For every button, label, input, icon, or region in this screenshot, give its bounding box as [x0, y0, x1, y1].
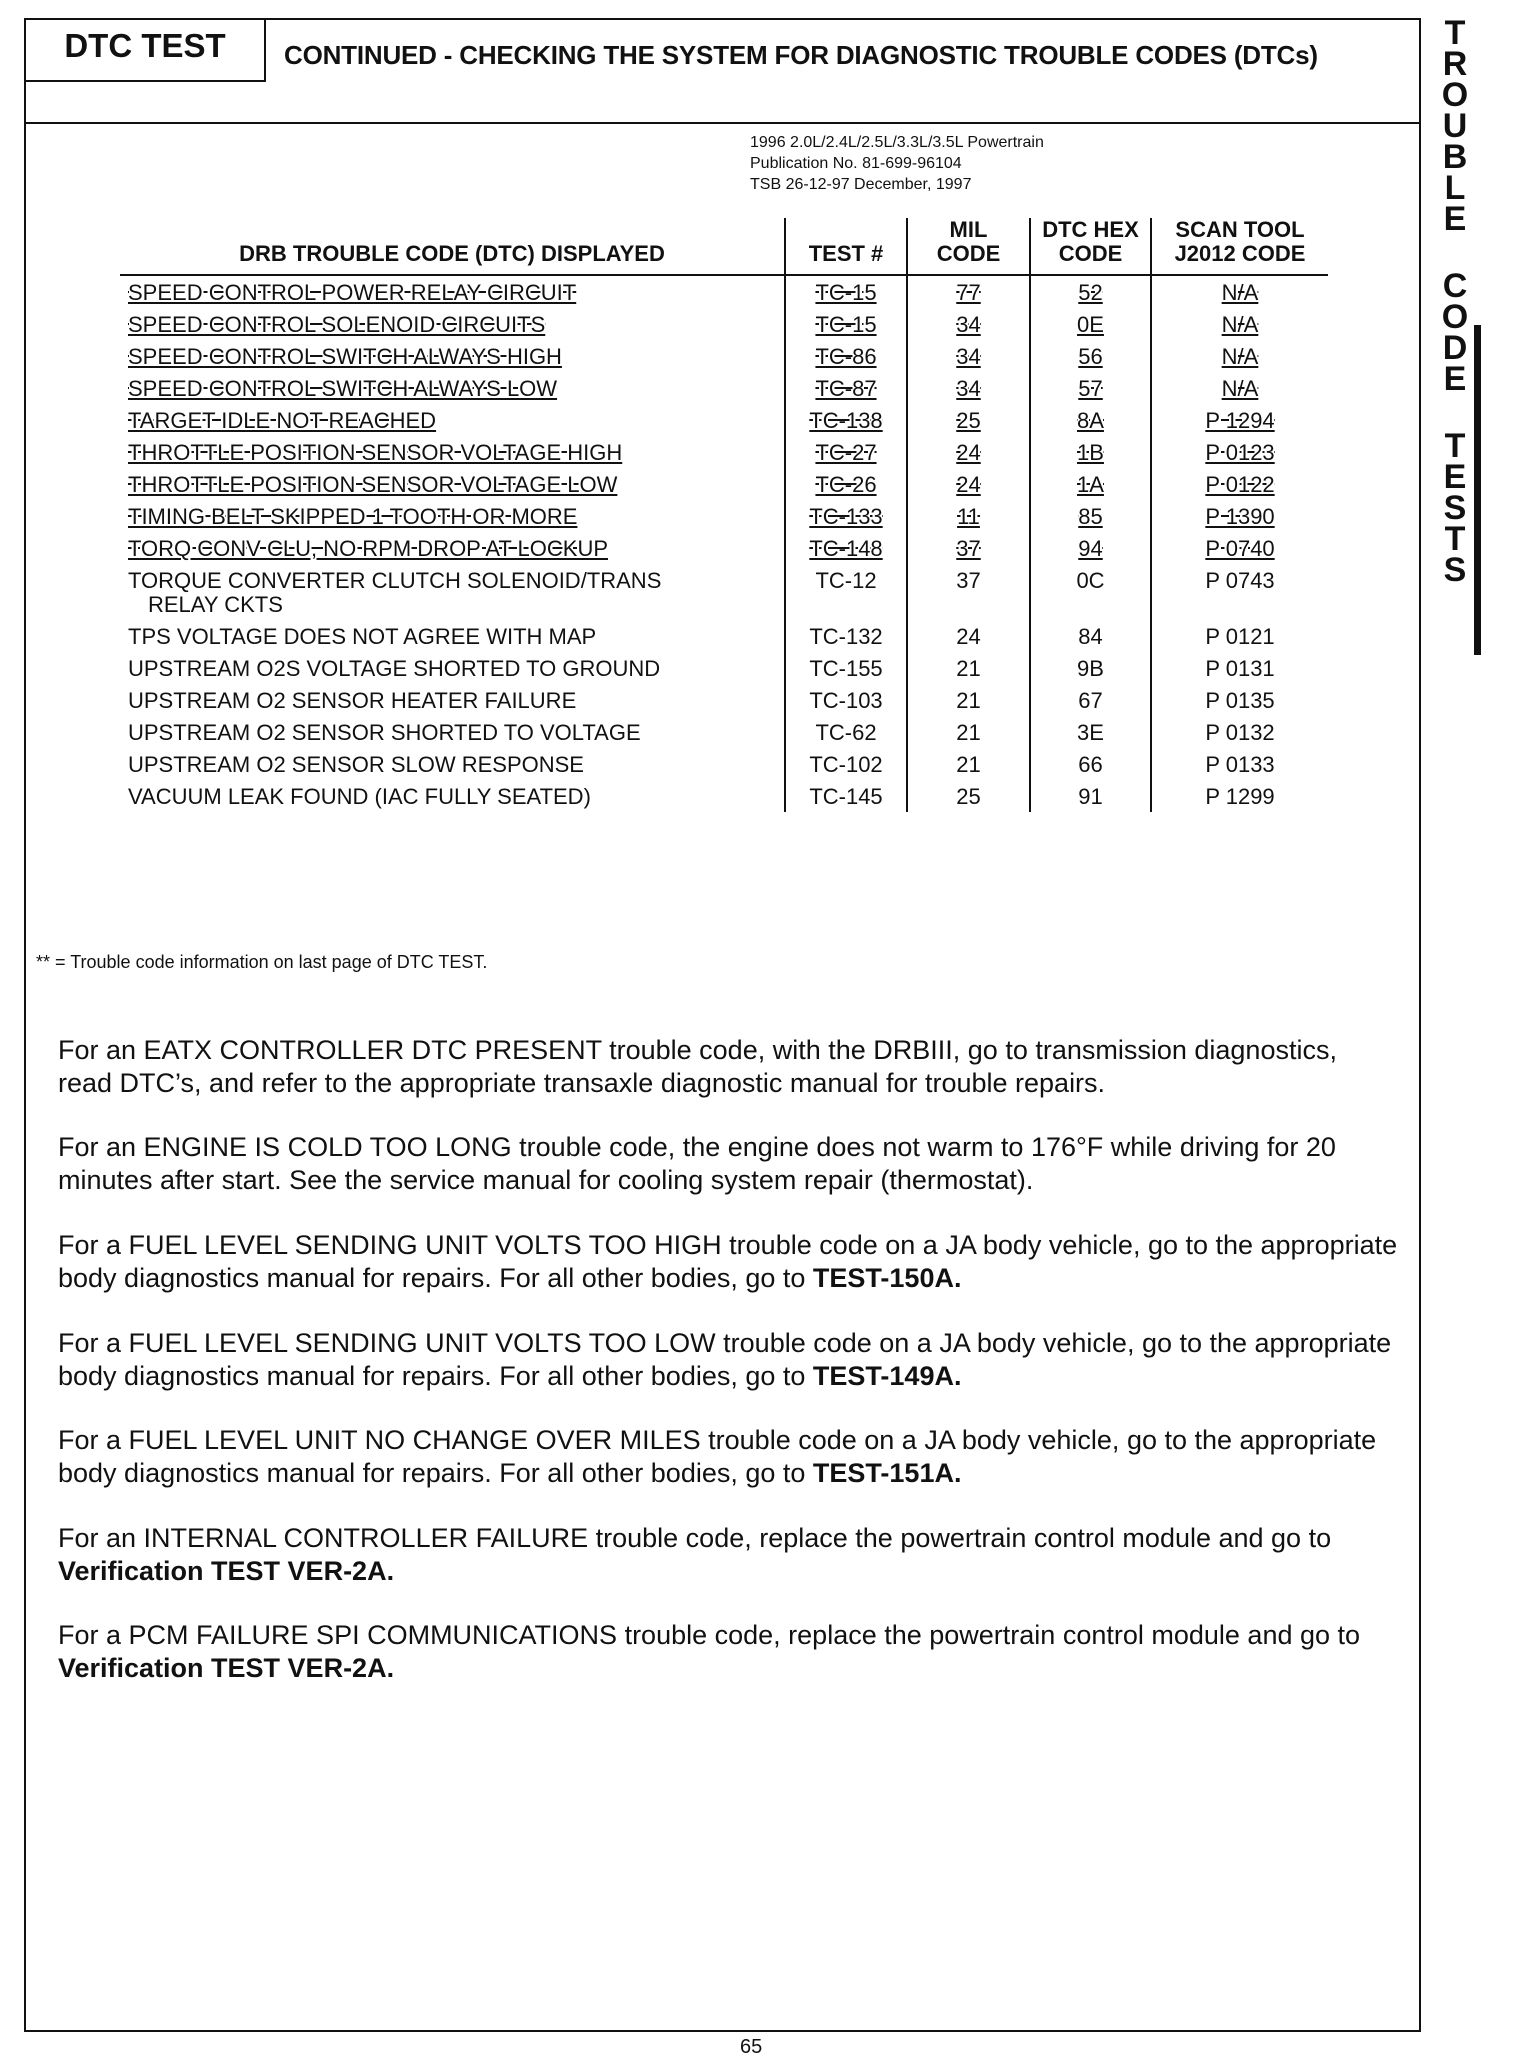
cell-dtc-hex-code-text: 67: [1078, 688, 1103, 713]
publication-line: TSB 26-12-97 December, 1997: [750, 176, 972, 193]
cell-mil-code: [907, 532, 1030, 564]
cell-dtc-displayed: [120, 308, 785, 340]
cell-mil-code-text: 34: [956, 344, 981, 369]
cell-scan-tool-code: [1151, 340, 1328, 372]
cell-test: [785, 340, 907, 372]
paragraph-test-reference: TEST-151A.: [812, 1458, 962, 1488]
cell-dtc-hex-code: [1030, 404, 1151, 436]
cell-dtc-displayed: [120, 436, 785, 468]
cell-dtc-hex-code-text: 85: [1078, 504, 1103, 529]
cell-dtc-hex-code: [1030, 780, 1151, 812]
cell-test: [785, 372, 907, 404]
cell-dtc-hex-code-text: 3E: [1077, 720, 1104, 745]
cell-scan-tool-code-text: P 0135: [1205, 688, 1275, 713]
cell-dtc-displayed-text: TIMING BELT SKIPPED 1 TOOTH OR MORE: [128, 504, 578, 529]
cell-mil-code-text: 21: [956, 688, 981, 713]
col-header-dtc-hex-code: DTC HEX CODE: [1030, 218, 1151, 275]
cell-mil-code-text: 11: [957, 504, 980, 529]
cell-dtc-displayed-continued: RELAY CKTS: [148, 592, 283, 617]
cell-mil-code-text: 21: [956, 656, 981, 681]
table-row: [120, 716, 1328, 748]
cell-dtc-hex-code-text: 1A: [1077, 472, 1104, 497]
cell-test-text: TC-87: [815, 376, 877, 401]
table-row: [120, 780, 1328, 812]
cell-scan-tool-code-text: N/A: [1221, 376, 1259, 401]
cell-dtc-hex-code-text: 66: [1078, 752, 1103, 777]
cell-test: [785, 468, 907, 500]
cell-dtc-hex-code-text: 8A: [1077, 408, 1104, 433]
cell-mil-code: [907, 436, 1030, 468]
cell-mil-code-text: 24: [956, 440, 981, 465]
cell-test-text: TC-27: [815, 440, 877, 465]
cell-dtc-displayed-text: VACUUM LEAK FOUND (IAC FULLY SEATED): [128, 784, 591, 809]
cell-test-text: TC-133: [809, 504, 883, 529]
cell-dtc-displayed-text: THROTTLE POSITION SENSOR VOLTAGE LOW: [128, 472, 618, 497]
cell-test-text: TC-15: [815, 312, 877, 337]
cell-scan-tool-code: [1151, 780, 1328, 812]
side-letter: D: [1442, 329, 1468, 367]
cell-dtc-displayed-text: THROTTLE POSITION SENSOR VOLTAGE HIGH: [128, 440, 623, 465]
cell-dtc-hex-code-text: 1B: [1077, 440, 1104, 465]
cell-mil-code-text: 34: [956, 376, 981, 401]
side-letter: O: [1441, 76, 1469, 114]
cell-scan-tool-code: [1151, 620, 1328, 652]
cell-dtc-hex-code-text: 56: [1078, 344, 1103, 369]
paragraph-text: For an INTERNAL CONTROLLER FAILURE trouble code, replace the powertrain control module and go to: [58, 1523, 1332, 1553]
cell-test: [785, 275, 907, 308]
table-row: [120, 308, 1328, 340]
cell-dtc-displayed-text: TARGET IDLE NOT REACHED: [128, 408, 437, 433]
side-letter: E: [1443, 200, 1467, 238]
cell-test: [785, 308, 907, 340]
cell-dtc-displayed: [120, 372, 785, 404]
cell-test-text: TC-102: [809, 752, 883, 777]
cell-dtc-displayed-text: SPEED CONTROL POWER RELAY CIRCUIT: [128, 280, 577, 305]
cell-mil-code: [907, 652, 1030, 684]
paragraph-text: For a FUEL LEVEL UNIT NO CHANGE OVER MILES trouble code on a JA body vehicle, go to the appropriate body diagnostics manual for repairs. For all other bodies, go to: [58, 1425, 1377, 1488]
cell-dtc-hex-code: [1030, 308, 1151, 340]
cell-dtc-displayed-text: UPSTREAM O2 SENSOR HEATER FAILURE: [128, 688, 577, 713]
table-row: [120, 684, 1328, 716]
col-header-mil-code: MIL CODE: [907, 218, 1030, 275]
cell-dtc-hex-code: [1030, 275, 1151, 308]
cell-dtc-displayed-text: TORQ CONV CLU, NO RPM DROP AT LOCKUP: [128, 536, 609, 561]
cell-test-text: TC-148: [809, 536, 883, 561]
cell-mil-code-text: 24: [956, 624, 981, 649]
cell-dtc-displayed-text: TORQUE CONVERTER CLUTCH SOLENOID/TRANS: [128, 568, 662, 593]
cell-dtc-displayed: [120, 716, 785, 748]
table-row: [120, 564, 1328, 620]
cell-scan-tool-code: [1151, 684, 1328, 716]
cell-test-text: TC-86: [815, 344, 877, 369]
cell-dtc-displayed: [120, 564, 785, 620]
cell-dtc-hex-code: [1030, 436, 1151, 468]
table-row: [120, 532, 1328, 564]
cell-scan-tool-code-text: P 1390: [1205, 504, 1275, 529]
table-row: [120, 500, 1328, 532]
cell-dtc-hex-code-text: 91: [1078, 784, 1103, 809]
publication-line: 1996 2.0L/2.4L/2.5L/3.3L/3.5L Powertrain: [750, 134, 1044, 151]
cell-scan-tool-code-text: P 1294: [1205, 408, 1275, 433]
side-letter: S: [1443, 489, 1467, 527]
cell-scan-tool-code-text: N/A: [1221, 280, 1259, 305]
table-row: [120, 436, 1328, 468]
cell-scan-tool-code: [1151, 372, 1328, 404]
side-letter: L: [1444, 169, 1466, 207]
side-letter: O: [1441, 298, 1469, 336]
paragraph-test-reference: Verification TEST VER-2A.: [58, 1556, 395, 1586]
side-letter: E: [1443, 458, 1467, 496]
cell-test-text: TC-103: [809, 688, 883, 713]
cell-test: [785, 500, 907, 532]
side-letter-gap: [1440, 395, 1470, 431]
cell-mil-code: [907, 716, 1030, 748]
col-header-dtc-displayed: DRB TROUBLE CODE (DTC) DISPLAYED: [120, 218, 785, 275]
cell-dtc-displayed: [120, 620, 785, 652]
page-title: CONTINUED - CHECKING THE SYSTEM FOR DIAGNOSTIC TROUBLE CODES (DTCs): [284, 40, 1318, 70]
cell-scan-tool-code-text: P 0131: [1205, 656, 1275, 681]
cell-test-text: TC-145: [809, 784, 883, 809]
cell-scan-tool-code-text: P 0121: [1205, 624, 1275, 649]
cell-test-text: TC-132: [809, 624, 883, 649]
cell-mil-code: [907, 684, 1030, 716]
cell-scan-tool-code: [1151, 748, 1328, 780]
paragraph-text: For an ENGINE IS COLD TOO LONG trouble code, the engine does not warm to 176°F while driving for 20 minutes after start. See the service manual for cooling system repair (thermostat).: [58, 1132, 1336, 1195]
cell-scan-tool-code-text: P 0132: [1205, 720, 1275, 745]
side-tab-trouble-code-tests: [1440, 14, 1470, 589]
paragraph-text: For a FUEL LEVEL SENDING UNIT VOLTS TOO HIGH trouble code on a JA body vehicle, go to the appropriate body diagnostics manual for repairs. For all other bodies, go to: [58, 1230, 1398, 1293]
cell-dtc-hex-code: [1030, 620, 1151, 652]
paragraph-test-reference: Verification TEST VER-2A.: [58, 1653, 395, 1683]
cell-scan-tool-code: [1151, 532, 1328, 564]
cell-test: [785, 780, 907, 812]
table-row: [120, 468, 1328, 500]
cell-mil-code: [907, 372, 1030, 404]
cell-dtc-displayed-text: UPSTREAM O2S VOLTAGE SHORTED TO GROUND: [128, 656, 661, 681]
cell-scan-tool-code-text: P 0123: [1205, 440, 1275, 465]
dtc-table: [120, 218, 1328, 812]
cell-dtc-hex-code: [1030, 652, 1151, 684]
cell-dtc-hex-code: [1030, 340, 1151, 372]
side-letter: R: [1442, 45, 1468, 83]
cell-dtc-displayed-text: UPSTREAM O2 SENSOR SLOW RESPONSE: [128, 752, 584, 777]
col-header-test: TEST #: [785, 218, 907, 275]
cell-mil-code: [907, 780, 1030, 812]
footnote: ** = Trouble code information on last page of DTC TEST.: [36, 952, 488, 972]
cell-scan-tool-code-text: P 1299: [1205, 784, 1275, 809]
cell-test: [785, 684, 907, 716]
instruction-paragraph: [58, 1034, 1398, 1100]
cell-mil-code: [907, 308, 1030, 340]
side-letter: T: [1444, 520, 1466, 558]
cell-dtc-hex-code-text: 9B: [1077, 656, 1104, 681]
cell-dtc-displayed: [120, 748, 785, 780]
cell-mil-code-text: 21: [956, 720, 981, 745]
table-row: [120, 275, 1328, 308]
paragraph-text: For a PCM FAILURE SPI COMMUNICATIONS trouble code, replace the powertrain control module and go to: [58, 1620, 1361, 1650]
cell-dtc-hex-code: [1030, 684, 1151, 716]
cell-mil-code-text: 25: [956, 784, 981, 809]
cell-scan-tool-code: [1151, 308, 1328, 340]
paragraph-test-reference: TEST-149A.: [812, 1361, 962, 1391]
cell-dtc-hex-code-text: 84: [1078, 624, 1103, 649]
side-letter: T: [1444, 427, 1466, 465]
cell-mil-code-text: 37: [956, 536, 981, 561]
paragraph-text: For an EATX CONTROLLER DTC PRESENT trouble code, with the DRBIII, go to transmission diagnostics, read DTC’s, and refer to the appropriate transaxle diagnostic manual for trouble repairs.: [58, 1035, 1337, 1098]
side-letter: B: [1442, 138, 1468, 176]
cell-mil-code-text: 24: [956, 472, 981, 497]
cell-mil-code: [907, 468, 1030, 500]
cell-dtc-hex-code: [1030, 564, 1151, 620]
cell-dtc-hex-code-text: 0C: [1076, 568, 1105, 593]
cell-scan-tool-code: [1151, 500, 1328, 532]
cell-dtc-displayed-text: SPEED CONTROL SWITCH ALWAYS LOW: [128, 376, 558, 401]
cell-scan-tool-code: [1151, 716, 1328, 748]
cell-dtc-displayed: [120, 532, 785, 564]
cell-mil-code-text: 77: [956, 280, 981, 305]
cell-test: [785, 436, 907, 468]
table-row: [120, 652, 1328, 684]
cell-dtc-hex-code-text: 94: [1078, 536, 1103, 561]
table-row: [120, 748, 1328, 780]
side-letter: E: [1443, 360, 1467, 398]
cell-dtc-displayed: [120, 780, 785, 812]
instruction-paragraph: [58, 1229, 1398, 1295]
cell-dtc-displayed: [120, 500, 785, 532]
cell-scan-tool-code-text: P 0133: [1205, 752, 1275, 777]
cell-dtc-hex-code: [1030, 748, 1151, 780]
cell-mil-code: [907, 404, 1030, 436]
instruction-paragraph: [58, 1131, 1398, 1197]
cell-scan-tool-code-text: N/A: [1221, 312, 1259, 337]
cell-mil-code-text: 25: [956, 408, 981, 433]
cell-dtc-hex-code-text: 57: [1078, 376, 1103, 401]
page-number: 65: [740, 2036, 763, 2058]
cell-scan-tool-code-text: P 0743: [1205, 568, 1275, 593]
publication-line: Publication No. 81-699-96104: [750, 155, 962, 172]
cell-dtc-displayed: [120, 404, 785, 436]
cell-test-text: TC-155: [809, 656, 883, 681]
cell-dtc-hex-code: [1030, 372, 1151, 404]
cell-dtc-displayed-text: SPEED CONTROL SOLENOID CIRCUITS: [128, 312, 546, 337]
cell-mil-code: [907, 620, 1030, 652]
cell-scan-tool-code: [1151, 404, 1328, 436]
instruction-paragraph: [58, 1424, 1398, 1490]
cell-mil-code: [907, 500, 1030, 532]
cell-test-text: TC-12: [815, 568, 877, 593]
cell-dtc-hex-code: [1030, 532, 1151, 564]
cell-test: [785, 564, 907, 620]
cell-dtc-hex-code-text: 0E: [1077, 312, 1104, 337]
table-row: [120, 404, 1328, 436]
cell-dtc-hex-code: [1030, 468, 1151, 500]
table-row: [120, 340, 1328, 372]
side-letter: T: [1444, 14, 1466, 52]
cell-scan-tool-code-text: P 0740: [1205, 536, 1275, 561]
col-header-scan-tool-code: SCAN TOOL J2012 CODE: [1151, 218, 1328, 275]
cell-dtc-displayed: [120, 340, 785, 372]
cell-test-text: TC-62: [815, 720, 877, 745]
side-letter-gap: [1440, 235, 1470, 271]
cell-dtc-hex-code: [1030, 500, 1151, 532]
cell-test: [785, 716, 907, 748]
section-tab: DTC TEST: [26, 20, 266, 82]
paragraph-text: For a FUEL LEVEL SENDING UNIT VOLTS TOO LOW trouble code on a JA body vehicle, go to the appropriate body diagnostics manual for repairs. For all other bodies, go to: [58, 1328, 1392, 1391]
cell-mil-code-text: 37: [956, 568, 981, 593]
cell-mil-code: [907, 340, 1030, 372]
cell-dtc-displayed-text: SPEED CONTROL SWITCH ALWAYS HIGH: [128, 344, 562, 369]
header-bar: [26, 20, 1419, 124]
paragraph-test-reference: TEST-150A.: [812, 1263, 962, 1293]
instruction-paragraph: [58, 1522, 1398, 1588]
side-letter: S: [1443, 551, 1467, 589]
cell-test: [785, 620, 907, 652]
cell-scan-tool-code: [1151, 436, 1328, 468]
cell-test: [785, 404, 907, 436]
cell-mil-code: [907, 564, 1030, 620]
instruction-paragraph: [58, 1327, 1398, 1393]
cell-dtc-displayed: [120, 275, 785, 308]
cell-mil-code: [907, 748, 1030, 780]
cell-mil-code: [907, 275, 1030, 308]
cell-mil-code-text: 34: [956, 312, 981, 337]
cell-dtc-hex-code-text: 52: [1078, 280, 1103, 305]
publication-info: [750, 132, 1044, 195]
cell-mil-code-text: 21: [956, 752, 981, 777]
cell-scan-tool-code: [1151, 468, 1328, 500]
cell-test: [785, 532, 907, 564]
cell-test-text: TC-15: [815, 280, 877, 305]
cell-test-text: TC-138: [809, 408, 883, 433]
cell-test: [785, 748, 907, 780]
table-header-row: [120, 218, 1328, 275]
table-row: [120, 620, 1328, 652]
cell-dtc-displayed-text: TPS VOLTAGE DOES NOT AGREE WITH MAP: [128, 624, 597, 649]
cell-test-text: TC-26: [815, 472, 877, 497]
cell-dtc-displayed: [120, 684, 785, 716]
cell-dtc-displayed: [120, 652, 785, 684]
cell-dtc-displayed-text: UPSTREAM O2 SENSOR SHORTED TO VOLTAGE: [128, 720, 641, 745]
cell-scan-tool-code-text: N/A: [1221, 344, 1259, 369]
cell-scan-tool-code: [1151, 275, 1328, 308]
cell-dtc-hex-code: [1030, 716, 1151, 748]
cell-scan-tool-code: [1151, 564, 1328, 620]
cell-test: [785, 652, 907, 684]
side-tab-marker: [1474, 325, 1481, 655]
cell-scan-tool-code-text: P 0122: [1205, 472, 1275, 497]
cell-scan-tool-code: [1151, 652, 1328, 684]
side-letter: C: [1442, 267, 1468, 305]
table-row: [120, 372, 1328, 404]
side-letter: U: [1442, 107, 1468, 145]
cell-dtc-displayed: [120, 468, 785, 500]
instruction-paragraph: [58, 1619, 1398, 1685]
